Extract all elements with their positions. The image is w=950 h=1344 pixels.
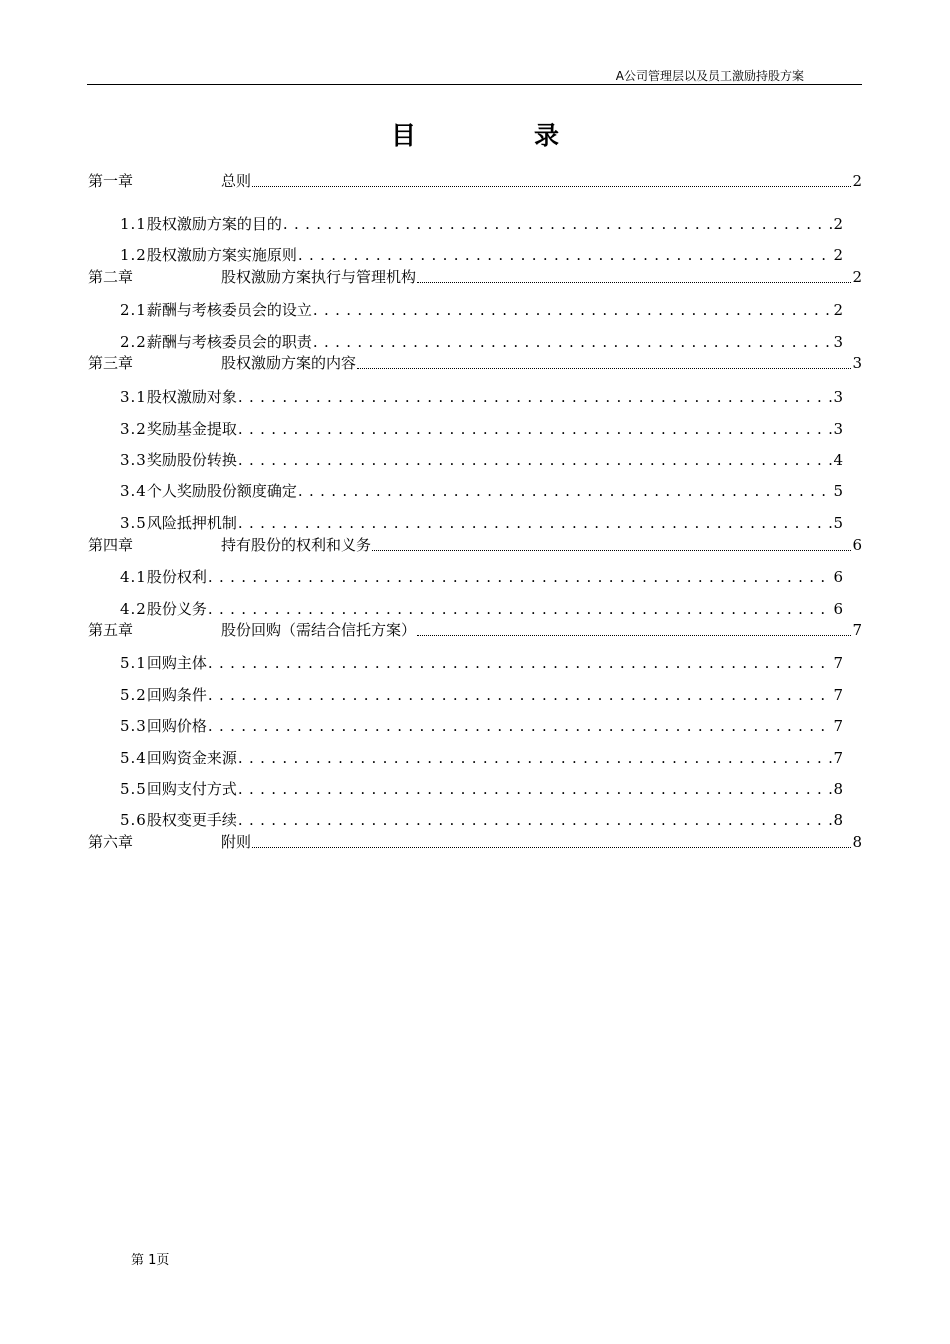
toc-entry-number: 第三章: [88, 354, 134, 372]
toc-dot-leader: [238, 749, 833, 767]
toc-entry-title: 薪酬与考核委员会的职责: [146, 333, 312, 351]
toc-entry-title: 奖励基金提取: [146, 420, 237, 438]
toc-entry-page: 8: [833, 780, 843, 798]
toc-dot-leader: [313, 333, 833, 351]
toc-entry-title: 股权激励方案的目的: [146, 215, 282, 233]
toc-entry-title: 奖励股份转换: [146, 451, 237, 469]
toc-entry-title: 股权激励方案实施原则: [146, 246, 297, 264]
toc-entry-title: 回购资金来源: [146, 749, 237, 767]
toc-entry-number: 3.1: [120, 388, 147, 406]
toc-section-entry[interactable]: [120, 331, 843, 352]
toc-entry-title: 股份义务: [146, 600, 207, 618]
toc-entry-page: 2: [852, 172, 862, 190]
toc-entry-title: 总则: [221, 172, 252, 190]
toc-dot-leader: [208, 717, 833, 735]
toc-dot-leader: [238, 388, 833, 406]
toc-entry-number: 第一章: [88, 172, 134, 190]
toc-entry-title: 回购主体: [146, 654, 207, 672]
toc-entry-title: 股权激励方案的内容: [221, 354, 357, 372]
toc-entry-page: 7: [833, 686, 843, 704]
toc-section-entry[interactable]: [120, 244, 843, 265]
toc-entry-number: 第五章: [88, 621, 134, 639]
toc-section-entry[interactable]: [120, 598, 843, 619]
toc-dot-leader: [208, 686, 833, 704]
toc-entry-number: 第六章: [88, 833, 134, 851]
toc-chapter-entry[interactable]: [88, 619, 862, 640]
toc-dot-leader: [372, 549, 851, 551]
toc-entry-number: 4.2: [120, 600, 147, 618]
toc-entry-page: 2: [833, 301, 843, 319]
toc-entry-title: 风险抵押机制: [146, 514, 237, 532]
toc-chapter-entry[interactable]: [88, 170, 862, 191]
toc-dot-leader: [298, 482, 833, 500]
toc-dot-leader: [298, 246, 833, 264]
toc-entry-number: 第二章: [88, 268, 134, 286]
toc-entry-page: 6: [833, 568, 843, 586]
toc-entry-page: 5: [833, 514, 843, 532]
toc-section-entry[interactable]: [120, 809, 843, 830]
toc-entry-title: 回购条件: [146, 686, 207, 704]
toc-section-entry[interactable]: [120, 418, 843, 439]
toc-entry-title: 股权激励对象: [146, 388, 237, 406]
toc-entry-page: 7: [833, 654, 843, 672]
toc-entry-page: 4: [833, 451, 843, 469]
toc-section-entry[interactable]: [120, 778, 843, 799]
page-number: 第 1页: [131, 1253, 170, 1268]
toc-entry-page: 7: [852, 621, 862, 639]
toc-section-entry[interactable]: [120, 566, 843, 587]
toc-title: 目录: [390, 121, 677, 150]
toc-entry-title: 股份回购（需结合信托方案）: [221, 621, 417, 639]
toc-entry-number: 5.5: [120, 780, 147, 798]
toc-section-entry[interactable]: [120, 652, 843, 673]
toc-entry-number: 5.1: [120, 654, 147, 672]
toc-dot-leader: [238, 811, 833, 829]
toc-dot-leader: [238, 780, 833, 798]
toc-entry-title: 回购支付方式: [146, 780, 237, 798]
toc-section-entry[interactable]: [120, 299, 843, 320]
toc-section-entry[interactable]: [120, 449, 843, 470]
toc-entry-number: 2.2: [120, 333, 147, 351]
toc-entry-page: 3: [833, 420, 843, 438]
toc-entry-title: 股权变更手续: [146, 811, 237, 829]
toc-entry-number: 3.4: [120, 482, 147, 500]
toc-dot-leader: [208, 654, 833, 672]
toc-section-entry[interactable]: [120, 512, 843, 533]
toc-entry-number: 5.2: [120, 686, 147, 704]
toc-entry-page: 7: [833, 717, 843, 735]
toc-entry-page: 2: [833, 215, 843, 233]
toc-section-entry[interactable]: [120, 213, 843, 234]
toc-section-entry[interactable]: [120, 386, 843, 407]
toc-section-entry[interactable]: [120, 684, 843, 705]
toc-dot-leader: [238, 451, 833, 469]
toc-entry-page: 2: [852, 268, 862, 286]
toc-entry-number: 2.1: [120, 301, 147, 319]
toc-entry-number: 1.1: [120, 215, 147, 233]
toc-dot-leader: [252, 185, 851, 187]
toc-entry-title: 附则: [221, 833, 252, 851]
toc-dot-leader: [238, 514, 833, 532]
toc-section-entry[interactable]: [120, 480, 843, 501]
toc-section-entry[interactable]: [120, 715, 843, 736]
toc-entry-page: 6: [833, 600, 843, 618]
toc-entry-title: 回购价格: [146, 717, 207, 735]
toc-dot-leader: [417, 634, 851, 636]
toc-entry-title: 薪酬与考核委员会的设立: [146, 301, 312, 319]
toc-chapter-entry[interactable]: [88, 266, 862, 287]
toc-entry-page: 7: [833, 749, 843, 767]
toc-entry-number: 3.5: [120, 514, 147, 532]
toc-entry-number: 5.6: [120, 811, 147, 829]
toc-chapter-entry[interactable]: [88, 831, 862, 852]
toc-chapter-entry[interactable]: [88, 534, 862, 555]
toc-dot-leader: [208, 600, 833, 618]
toc-entry-number: 3.2: [120, 420, 147, 438]
toc-dot-leader: [357, 367, 851, 369]
toc-entry-number: 第四章: [88, 536, 134, 554]
toc-entry-title: 股权激励方案执行与管理机构: [221, 268, 417, 286]
toc-entry-title: 持有股份的权利和义务: [221, 536, 372, 554]
toc-entry-number: 5.4: [120, 749, 147, 767]
toc-section-entry[interactable]: [120, 747, 843, 768]
toc-entry-number: 1.2: [120, 246, 147, 264]
toc-dot-leader: [313, 301, 833, 319]
toc-dot-leader: [252, 846, 851, 848]
toc-entry-page: 8: [852, 833, 862, 851]
toc-dot-leader: [208, 568, 833, 586]
toc-entry-page: 6: [852, 536, 862, 554]
toc-dot-leader: [283, 215, 833, 233]
toc-entry-number: 3.3: [120, 451, 147, 469]
toc-chapter-entry[interactable]: [88, 352, 862, 373]
toc-dot-leader: [417, 281, 851, 283]
toc-entry-page: 8: [833, 811, 843, 829]
toc-entry-page: 3: [833, 333, 843, 351]
header-title: A公司管理层以及员工激励持股方案: [615, 69, 804, 83]
toc-entry-page: 3: [833, 388, 843, 406]
toc-entry-title: 个人奖励股份额度确定: [146, 482, 297, 500]
toc-entry-page: 5: [833, 482, 843, 500]
toc-entry-title: 股份权利: [146, 568, 207, 586]
toc-entry-page: 3: [852, 354, 862, 372]
toc-entry-number: 4.1: [120, 568, 147, 586]
toc-entry-page: 2: [833, 246, 843, 264]
toc-dot-leader: [238, 420, 833, 438]
toc-entry-number: 5.3: [120, 717, 147, 735]
